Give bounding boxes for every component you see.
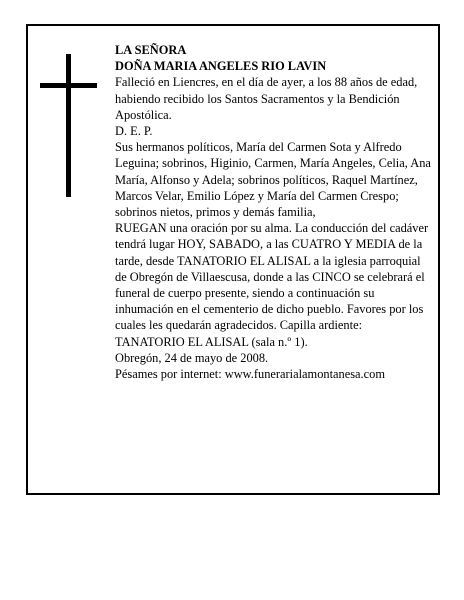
funeral-details: RUEGAN una oración por su alma. La conducción del cadáver tendrá lugar HOY, SABADO, a las CUATRO Y MEDIA de la tarde, desde TANATORIO EL ALISAL a la iglesia parroquial de Obregón de Villaescusa, donde a las CINCO se celebrará el funeral de cuerpo presente, siendo a continuación su inhumación en el cementerio de dicho pueblo. Favores por los cuales les quedarán agradecidos. Capilla ardiente: TANATORIO EL ALISAL (sala n.º 1).	[115, 221, 429, 349]
condolences-website: Pésames por internet: www.funerarialamontanesa.com	[115, 367, 385, 382]
sacraments-line: habiendo recibido los Santos Sacramentos y la Bendición Apostólica.	[115, 91, 400, 122]
notice-text	[115, 42, 431, 382]
deceased-name: DOÑA MARIA ANGELES RIO LAVIN	[115, 59, 327, 74]
death-announcement: Falleció en Liencres, en el día de ayer, a los 88 años de edad,	[115, 75, 418, 90]
place-date: Obregón, 24 de mayo de 2008.	[115, 350, 269, 365]
obituary-notice	[26, 24, 440, 495]
cross-icon	[66, 54, 71, 197]
rip-line: D. E. P.	[115, 124, 153, 139]
family-list: Sus hermanos políticos, María del Carmen Sota y Alfredo Leguina; sobrinos, Higinio, Carmen, María Angeles, Celia, Ana María, Alfonso y Adela; sobrinos políticos, Raquel Martínez, Marcos Velar, Emilio López y María del Carmen Crespo; sobrinos nietos, primos y demás familia,	[115, 140, 431, 220]
cross-icon-bar	[40, 83, 97, 88]
notice-title: LA SEÑORA	[115, 43, 187, 57]
